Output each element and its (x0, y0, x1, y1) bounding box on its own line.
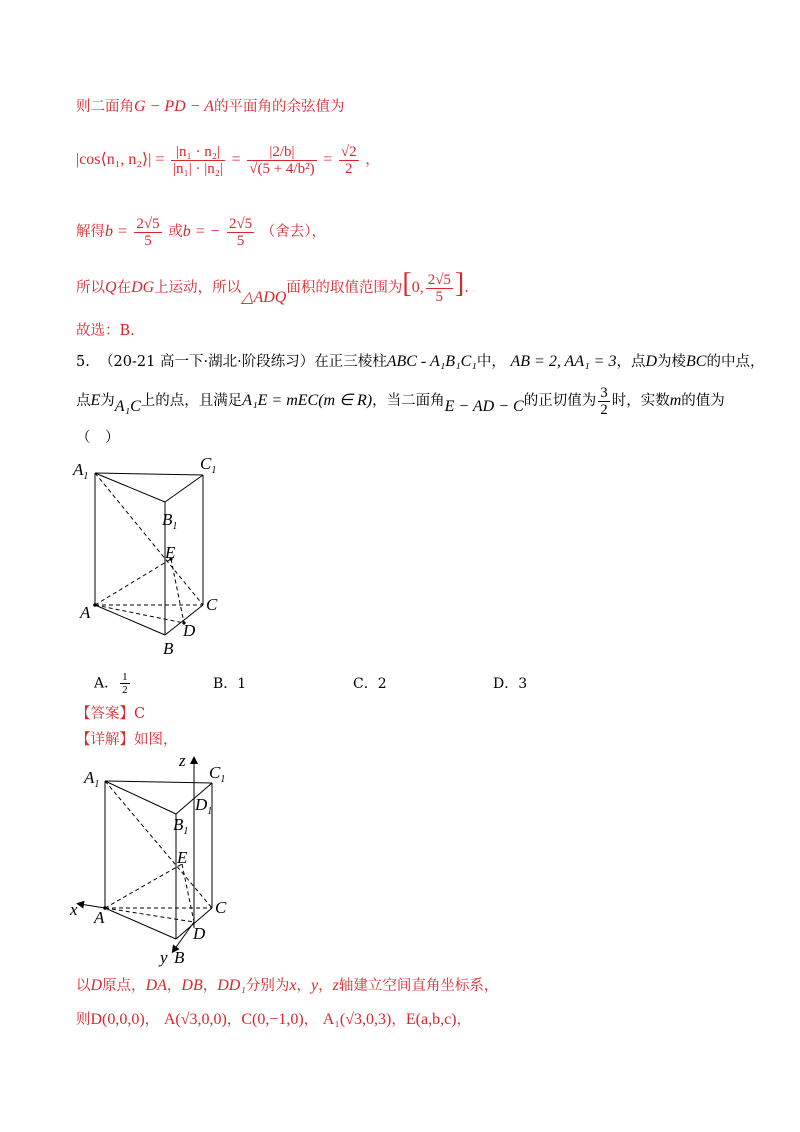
label-C1: $C_1$ (200, 455, 217, 476)
label-D: D (193, 924, 206, 943)
text-line-dihedral-cos: 则二面角G − PD − A的平面角的余弦值为 (76, 98, 345, 115)
text-line-points: 则D(0,0,0)， A(√3,0,0)，C(0,−1,0)， A₁(√3,0,3)，E(a,b,c)， (76, 1011, 472, 1028)
prism-figure-2-coords (66, 752, 246, 977)
text-line-solve-b: 解得b = $\frac{2√5}{5}$ 或b = − $\frac{2√5}{5}$ （舍去）， (76, 215, 327, 249)
label-C: C (206, 595, 218, 614)
label-D: D (183, 621, 196, 640)
answer-parentheses: （ ） (76, 430, 120, 446)
option-a[interactable]: A． $\frac{1}{2}$ (94, 671, 128, 696)
problem-5-line2: 点E为A₁C上的点，且满足A₁E = mEC(m ∈ R)，当二面角E − AD − C的正切值为 $\frac{3}{2}$ 时，实数m的值为 (76, 384, 725, 418)
prism-figure-1 (70, 455, 240, 660)
label-C1: $C_1$ (209, 763, 226, 785)
label-E: E (165, 543, 176, 562)
text-line-range: 所以Q在DG上运动，所以△ADQ面积的取值范围为[0, $\frac{2√5}{5}$ ]. (76, 268, 469, 306)
problem-5-line1: 5. （20-21 高一下·湖北·阶段练习）在正三棱柱ABC - A₁B₁C₁中， AB = 2, AA₁ = 3，点D为棱BC的中点， (76, 353, 765, 370)
answer-line: 【答案】C (76, 706, 146, 722)
label-A: A (94, 908, 105, 927)
fraction: $\frac{√2}{2}$ (340, 143, 357, 177)
math-expr: G − PD − A (134, 98, 214, 115)
label-C: C (215, 898, 227, 917)
label-A1: $A_1$ (73, 460, 89, 482)
formula-cos: |cos⟨n₁, n₂⟩| = $\frac{\text{|n₁ · n₂|}}{\text{|n₁| · |n₂|}}$ = $\frac{|2/b|}{\text{√(5 + 4/b²)}}$ = $\frac{√2}{2}$ ， (76, 143, 380, 177)
fraction: $\frac{|2/b|}{\text{√(5 + 4/b²)}}$ (249, 143, 315, 177)
label-D1: $D_1$ (195, 795, 213, 817)
label-B1: $B_1$ (173, 815, 189, 837)
option-c[interactable]: C．2 (353, 676, 387, 692)
label-z: z (179, 752, 186, 770)
label-x: x (70, 900, 78, 919)
option-b[interactable]: B．1 (213, 676, 247, 692)
label-A: A (80, 603, 91, 622)
label-B1: $B_1$ (162, 510, 178, 532)
label-B: B (174, 948, 185, 967)
label-B: B (163, 639, 174, 658)
label-A1: $A_1$ (84, 768, 100, 790)
option-d[interactable]: D．3 (493, 676, 528, 692)
label-y: y (160, 948, 168, 967)
fraction: $\frac{\text{|n₁ · n₂|}}{\text{|n₁| · |n₂|}}$ (173, 143, 223, 177)
detail-line: 【详解】如图， (76, 732, 178, 748)
answer-select-line: 故选：B. (76, 323, 135, 339)
label-E: E (177, 848, 188, 867)
text-line-coord-system: 以D原点，DA，DB，DD₁分别为x，y，z轴建立空间直角坐标系， (76, 977, 499, 994)
